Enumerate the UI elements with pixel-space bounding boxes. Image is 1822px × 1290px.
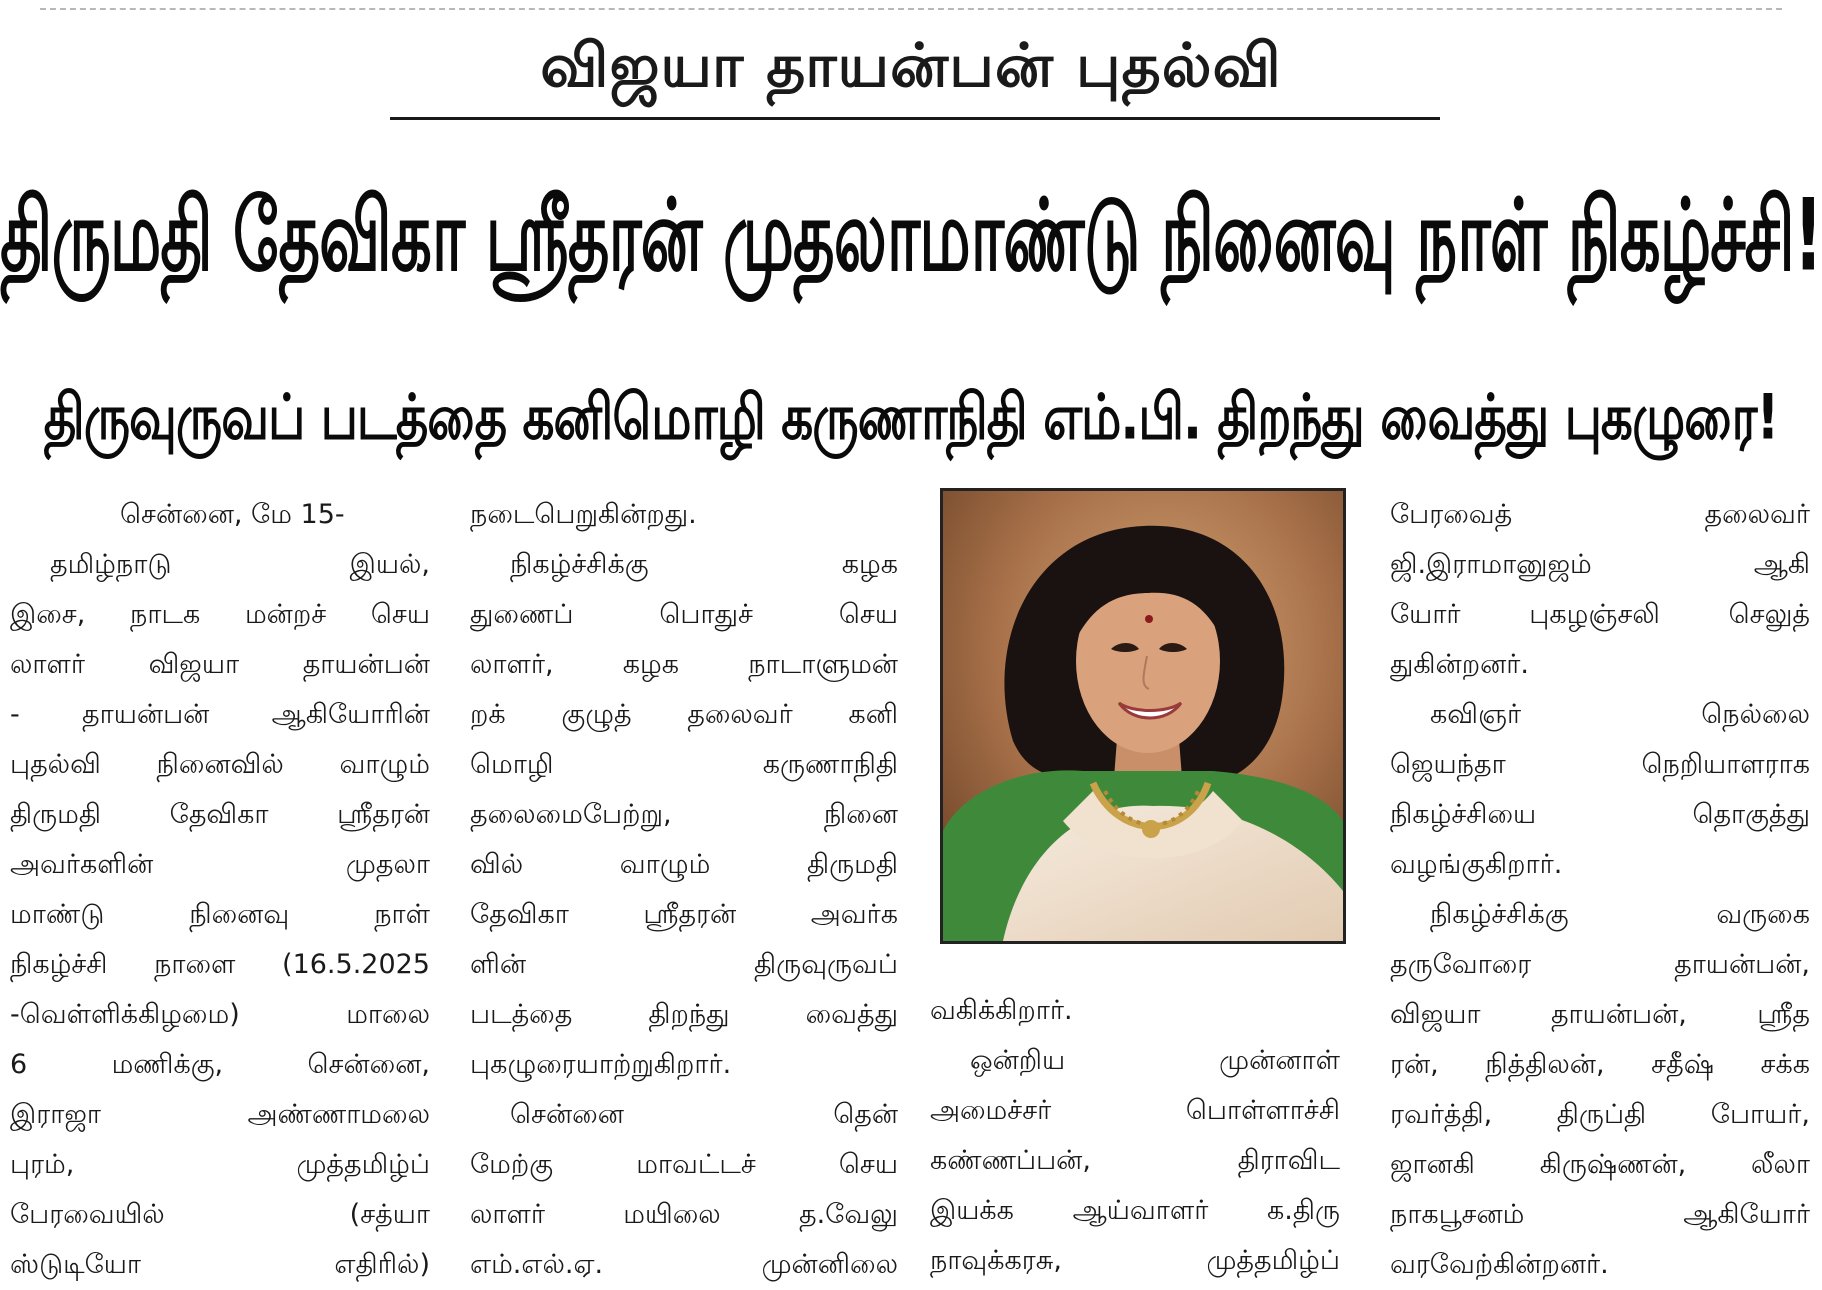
text-line: கவிஞர் நெல்லை xyxy=(1430,699,1810,730)
text-line: லாளர் மயிலை த.வேலு xyxy=(470,1199,898,1230)
text-line: படத்தை திறந்து வைத்து xyxy=(470,999,898,1030)
text-line: பேரவையில் (சத்யா xyxy=(10,1199,430,1230)
text-line: மாண்டு நினைவு நாள் xyxy=(10,899,430,930)
text-line: துணைப் பொதுச் செய xyxy=(470,599,898,630)
text-line: புரம், முத்தமிழ்ப் xyxy=(10,1149,430,1180)
kicker-title: விஜயா தாயன்பன் புதல்வி xyxy=(540,31,1282,101)
text-line: வில் வாழும் திருமதி xyxy=(470,849,898,880)
text-line: லாளர், கழக நாடாளுமன் xyxy=(470,649,898,680)
top-border-rule xyxy=(40,8,1782,10)
text-line: திருமதி தேவிகா ஸ்ரீதரன் xyxy=(10,799,430,830)
text-line: பேரவைத் தலைவர் xyxy=(1390,499,1810,530)
text-line: றக் குழுத் தலைவர் கனி xyxy=(470,699,898,730)
text-line: வரவேற்கின்றனர். xyxy=(1390,1249,1609,1280)
text-line: தேவிகா ஸ்ரீதரன் அவர்க xyxy=(470,899,898,930)
article-column-2 xyxy=(470,490,898,1290)
text-line: ஜெயந்தா நெறியாளராக xyxy=(1390,749,1810,780)
text-line: இயக்க ஆய்வாளர் க.திரு xyxy=(930,1195,1340,1226)
text-line: லாளர் விஜயா தாயன்பன் xyxy=(10,649,430,680)
portrait-illustration xyxy=(943,491,1343,941)
text-line: விஜயா தாயன்பன், ஸ்ரீத xyxy=(1390,999,1810,1030)
article-column-3 xyxy=(930,986,1340,1286)
text-line: ஜானகி கிருஷ்ணன், லீலா xyxy=(1390,1149,1810,1180)
text-line: தலைமைபேற்று, நினை xyxy=(470,799,898,830)
text-line: சென்னை தென் xyxy=(510,1099,898,1130)
text-line: மேற்கு மாவட்டச் செய xyxy=(470,1149,898,1180)
text-line: ரவர்த்தி, திருப்தி போயர், xyxy=(1390,1099,1810,1130)
text-line: நிகழ்ச்சிக்கு வருகை xyxy=(1430,899,1810,930)
text-line: புதல்வி நினைவில் வாழும் xyxy=(10,749,430,780)
text-line: ஒன்றிய முன்னாள் xyxy=(970,1045,1340,1076)
text-line: நிகழ்ச்சி நாளை (16.5.2025 xyxy=(10,949,430,980)
main-headline: திருமதி தேவிகா ஸ்ரீதரன் முதலாமாண்டு நினைவு நாள் நிகழ்ச்சி! xyxy=(0,179,1822,295)
text-line: கண்ணப்பன், திராவிட xyxy=(930,1145,1340,1176)
article-column-1 xyxy=(10,490,430,1290)
text-line: நடைபெறுகின்றது. xyxy=(470,499,697,530)
text-line: ஜி.இராமானுஜம் ஆகி xyxy=(1390,549,1810,580)
text-line: ஸ்டுடியோ எதிரில்) xyxy=(10,1249,430,1280)
text-line: நிகழ்ச்சியை தொகுத்து xyxy=(1390,799,1810,830)
article-column-4 xyxy=(1390,490,1810,1290)
text-line: இசை, நாடக மன்றச் செய xyxy=(10,599,430,630)
text-line: துகின்றனர். xyxy=(1390,649,1529,680)
text-line: அமைச்சர் பொள்ளாச்சி xyxy=(930,1095,1340,1126)
text-line: ரன், நித்திலன், சதீஷ் சக்க xyxy=(1390,1049,1810,1080)
text-line: - தாயன்பன் ஆகியோரின் xyxy=(10,699,430,730)
text-line: நிகழ்ச்சிக்கு கழக xyxy=(510,549,898,580)
text-line: சென்னை, மே 15- xyxy=(120,499,345,530)
text-line: 6 மணிக்கு, சென்னை, xyxy=(10,1049,430,1080)
text-line: தருவோரை தாயன்பன், xyxy=(1390,949,1810,980)
text-line: வகிக்கிறார். xyxy=(930,995,1073,1026)
text-line: ளின் திருவுருவப் xyxy=(470,949,898,980)
text-line: -வெள்ளிக்கிழமை) மாலை xyxy=(10,999,430,1030)
text-line: எம்.எல்.ஏ. முன்னிலை xyxy=(470,1249,898,1280)
text-line: மொழி கருணாநிதி xyxy=(470,749,898,780)
text-line: புகழுரையாற்றுகிறார். xyxy=(470,1049,732,1080)
text-line: வழங்குகிறார். xyxy=(1390,849,1563,880)
sub-headline: திருவுருவப் படத்தை கனிமொழி கருணாநிதி எம்.பி. திறந்து வைத்து புகழுரை! xyxy=(43,380,1779,454)
text-line: இராஜா அண்ணாமலை xyxy=(10,1099,430,1130)
text-line: தமிழ்நாடு இயல், xyxy=(50,549,430,580)
text-line: நாகபூசனம் ஆகியோர் xyxy=(1390,1199,1810,1230)
text-line: அவர்களின் முதலா xyxy=(10,849,430,880)
portrait-photo xyxy=(940,488,1346,944)
text-line: யோர் புகழஞ்சலி செலுத் xyxy=(1390,599,1810,630)
text-line: நாவுக்கரசு, முத்தமிழ்ப் xyxy=(930,1245,1340,1276)
